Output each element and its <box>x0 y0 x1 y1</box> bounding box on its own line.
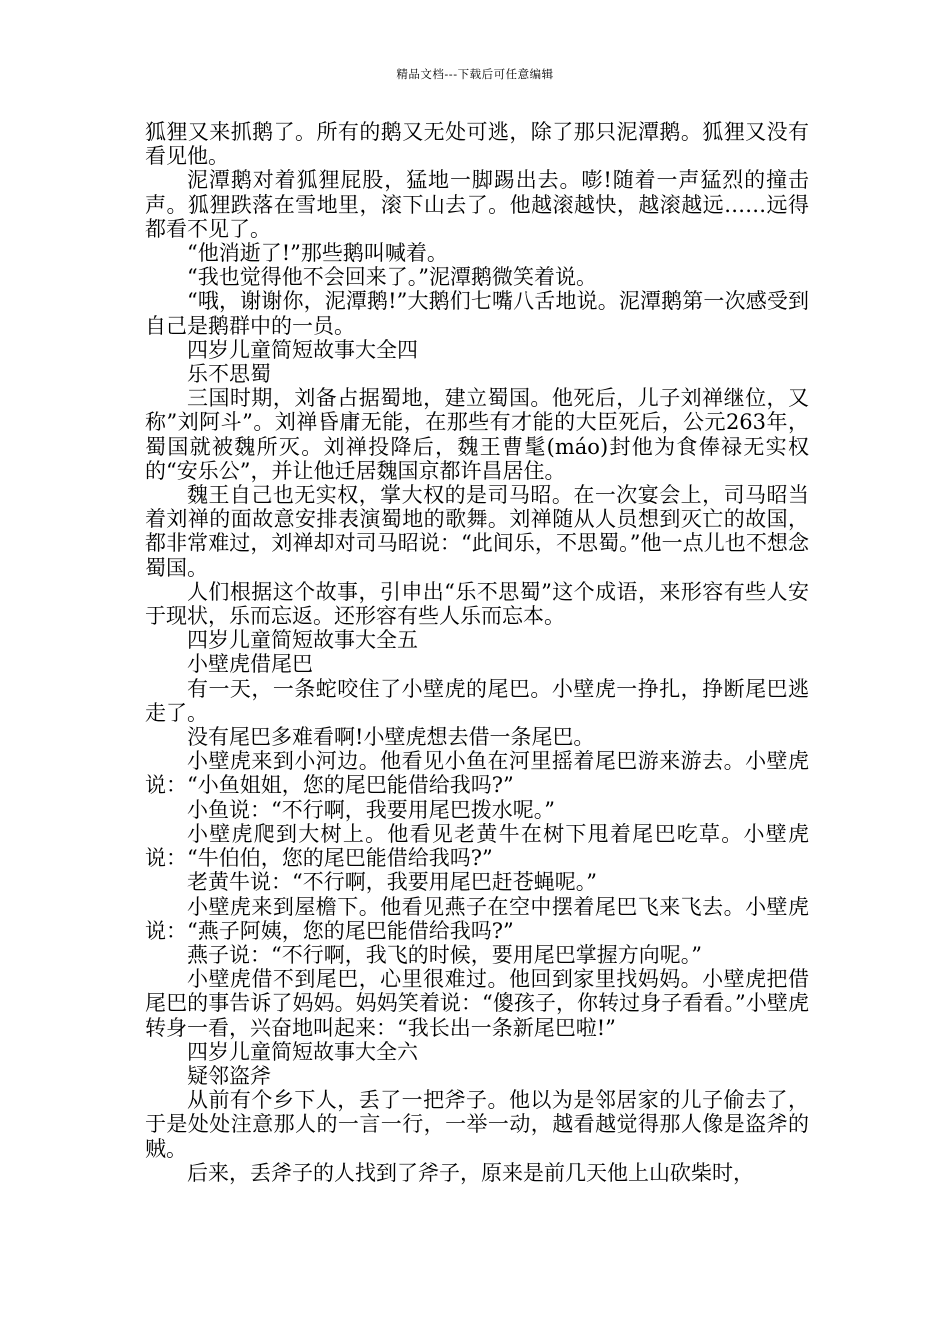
paragraph: “我也觉得他不会回来了。”泥潭鹅微笑着说。 <box>187 265 597 290</box>
paragraph: 四岁儿童简短故事大全四 <box>187 337 418 362</box>
paragraph: 泥潭鹅对着狐狸屁股，猛地一脚踢出去。嘭!随着一声猛烈的撞击声。狐狸跌落在雪地里，滚下山去了。他越滚越快，越滚越远……远得都看不见了。 <box>145 168 809 241</box>
paragraph: 有一天，一条蛇咬住了小壁虎的尾巴。小壁虎一挣扎，挣断尾巴逃走了。 <box>145 676 809 725</box>
paragraph: 魏王自己也无实权，掌大权的是司马昭。在一次宴会上，司马昭当着刘禅的面故意安排表演蜀地的歌舞。刘禅随从人员想到灭亡的故国，都非常难过，刘禅却对司马昭说：“此间乐，不思蜀。”他一点儿也不想念蜀国。 <box>145 483 809 580</box>
paragraph: 乐不思蜀 <box>187 362 271 387</box>
paragraph: 小壁虎来到屋檐下。他看见燕子在空中摆着尾巴飞来飞去。小壁虎说：“燕子阿姨，您的尾巴能借给我吗?” <box>145 894 809 943</box>
paragraph: 三国时期，刘备占据蜀地，建立蜀国。他死后，儿子刘禅继位，又称”刘阿斗”。刘禅昏庸无能，在那些有才能的大臣死后，公元263年，蜀国就被魏所灭。刘禅投降后，魏王曹髦(máo)封他为食俸禄无实权的“安乐公”，并让他迁居魏国京都许昌居住。 <box>145 386 809 483</box>
paragraph: 后来，丢斧子的人找到了斧子，原来是前几天他上山砍柴时， <box>187 1160 754 1185</box>
paragraph: 人们根据这个故事，引申出“乐不思蜀”这个成语，来形容有些人安于现状，乐而忘返。还形容有些人乐而忘本。 <box>145 579 809 629</box>
paragraph: 小壁虎爬到大树上。他看见老黄牛在树下甩着尾巴吃草。小壁虎说：“牛伯伯，您的尾巴能借给我吗?” <box>145 821 809 871</box>
paragraph: 小壁虎借尾巴 <box>187 652 313 677</box>
paragraph: 小壁虎借不到尾巴，心里很难过。他回到家里找妈妈。小壁虎把借尾巴的事告诉了妈妈。妈妈笑着说：“傻孩子，你转过身子看看。”小壁虎转身一看，兴奋地叫起来：“我长出一条新尾巴啦!” <box>145 967 809 1040</box>
paragraph: 小鱼说：“不行啊，我要用尾巴拨水呢。” <box>187 797 555 822</box>
document-body <box>145 120 809 1185</box>
paragraph: “哦，谢谢你，泥潭鹅!”大鹅们七嘴八舌地说。泥潭鹅第一次感受到自己是鹅群中的一员。 <box>145 289 809 338</box>
page-header: 精品文档---下载后可任意编辑 <box>396 67 554 81</box>
paragraph: 四岁儿童简短故事大全六 <box>187 1039 418 1064</box>
paragraph: 狐狸又来抓鹅了。所有的鹅又无处可逃，除了那只泥潭鹅。狐狸又没有看见他。 <box>145 120 809 169</box>
paragraph: 从前有个乡下人，丢了一把斧子。他以为是邻居家的儿子偷去了，于是处处注意那人的一言一行，一举一动，越看越觉得那人像是盗斧的贼。 <box>145 1088 809 1161</box>
paragraph: 疑邻盗斧 <box>187 1063 271 1088</box>
paragraph: “他消逝了!”那些鹅叫喊着。 <box>187 241 448 266</box>
paragraph: 四岁儿童简短故事大全五 <box>187 628 418 653</box>
paragraph: 没有尾巴多难看啊!小壁虎想去借一条尾巴。 <box>187 725 595 750</box>
paragraph: 燕子说：“不行啊，我飞的时候，要用尾巴掌握方向呢。” <box>187 942 702 967</box>
paragraph: 小壁虎来到小河边。他看见小鱼在河里摇着尾巴游来游去。小壁虎说：“小鱼姐姐，您的尾巴能借给我吗?” <box>145 749 809 798</box>
paragraph: 老黄牛说：“不行啊，我要用尾巴赶苍蝇呢。” <box>187 870 597 895</box>
